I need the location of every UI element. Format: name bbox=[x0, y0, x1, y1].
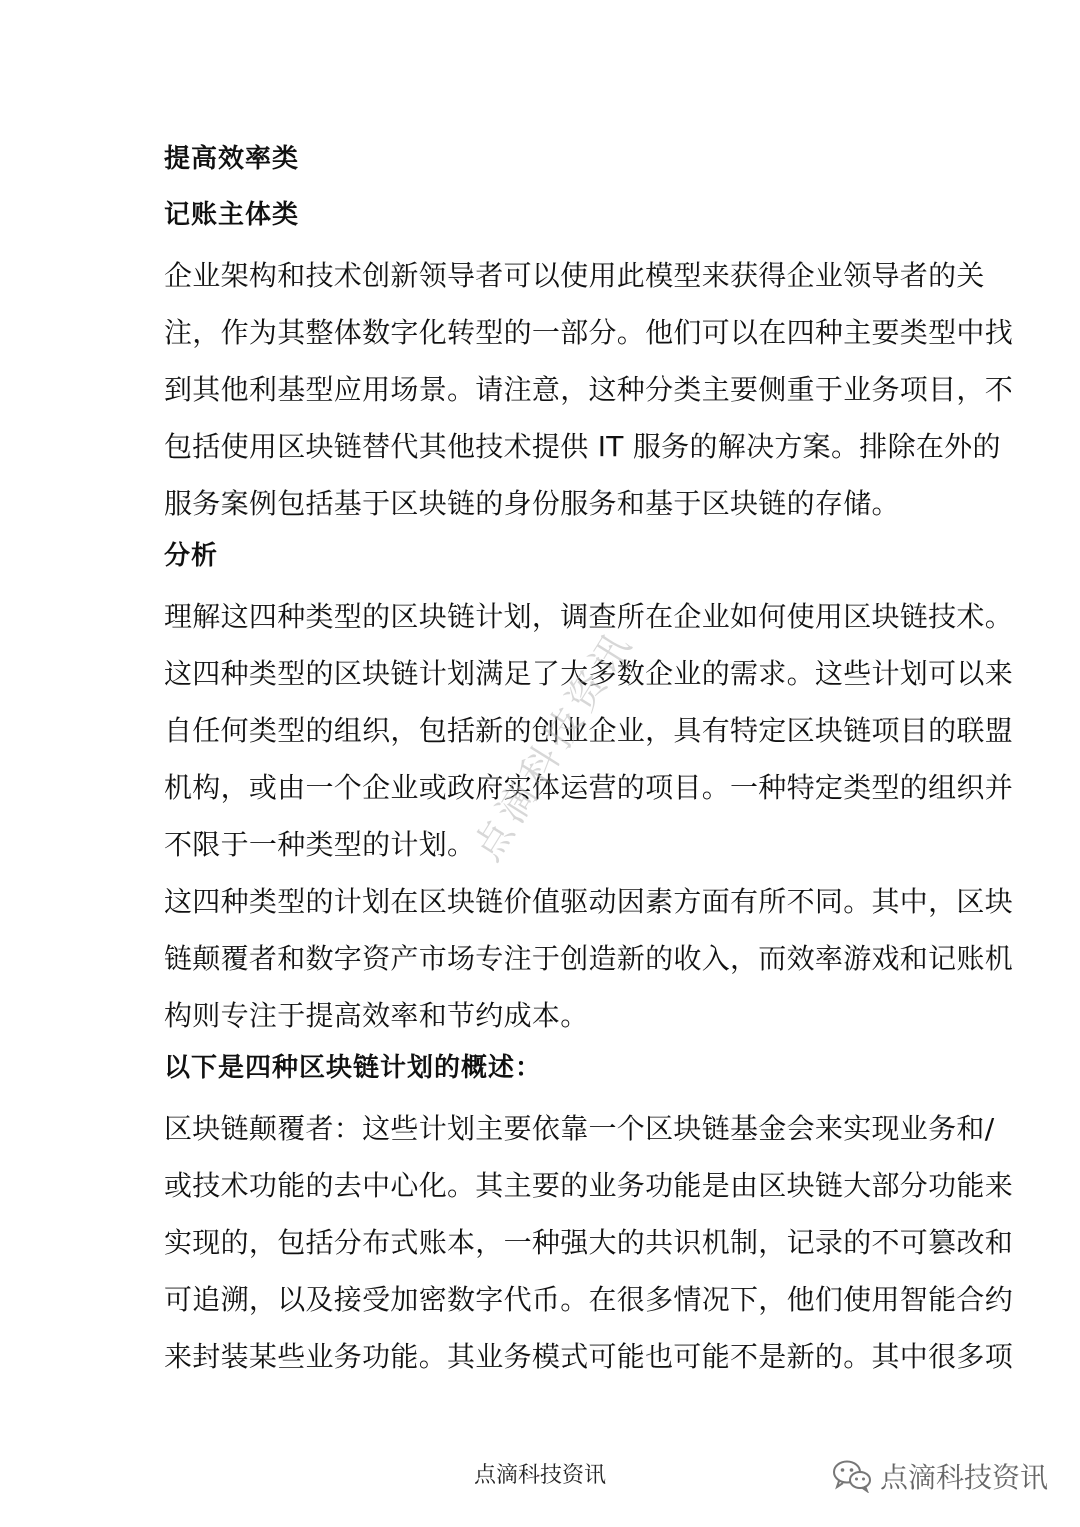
text-line: 链颠覆者和数字资产市场专注于创造新的收入，而效率游戏和记账机 bbox=[164, 942, 1014, 975]
text-line: 区块链颠覆者：这些计划主要依靠一个区块链基金会来实现业务和/ bbox=[164, 1112, 995, 1145]
footer-title: 点滴科技资讯 bbox=[473, 1463, 606, 1488]
text-line: 或技术功能的去中心化。其主要的业务功能是由区块链大部分功能来 bbox=[164, 1169, 1014, 1202]
text-line: 来封装某些业务功能。其业务模式可能也可能不是新的。其中很多项 bbox=[164, 1340, 1014, 1373]
text-line: 服务案例包括基于区块链的身份服务和基于区块链的存储。 bbox=[164, 487, 900, 520]
heading-bookkeeping: 记账主体类 bbox=[164, 200, 300, 230]
text-line: 实现的，包括分布式账本，一种强大的共识机制，记录的不可篡改和 bbox=[164, 1226, 1014, 1259]
watermark-text: 点滴科技资讯 bbox=[464, 621, 643, 869]
brand-name: 点滴科技资讯 bbox=[879, 1461, 1048, 1494]
text-line: 不限于一种类型的计划。 bbox=[164, 828, 476, 861]
text-line: 包括使用区块链替代其他技术提供 IT 服务的解决方案。排除在外的 bbox=[164, 430, 1001, 463]
paragraph-intro bbox=[164, 247, 1014, 532]
text-line: 这四种类型的区块链计划满足了大多数企业的需求。这些计划可以来 bbox=[164, 657, 1014, 690]
text-line: 这四种类型的计划在区块链价值驱动因素方面有所不同。其中，区块 bbox=[164, 885, 1014, 918]
paragraph-value-drivers bbox=[164, 873, 1014, 1044]
heading-overview: 以下是四种区块链计划的概述： bbox=[164, 1053, 543, 1083]
text-line: 到其他利基型应用场景。请注意，这种分类主要侧重于业务项目，不 bbox=[164, 373, 1014, 406]
text-line: 可追溯，以及接受加密数字代币。在很多情况下，他们使用智能合约 bbox=[164, 1283, 1014, 1316]
paragraph-disruptors bbox=[164, 1100, 1014, 1385]
text-line: 自任何类型的组织，包括新的创业企业，具有特定区块链项目的联盟 bbox=[164, 714, 1014, 747]
text-line: 机构，或由一个企业或政府实体运营的项目。一种特定类型的组织并 bbox=[164, 771, 1014, 804]
text-line: 注，作为其整体数字化转型的一部分。他们可以在四种主要类型中找 bbox=[164, 316, 1014, 349]
text-line: 构则专注于提高效率和节约成本。 bbox=[164, 999, 589, 1032]
text-line: 企业架构和技术创新领导者可以使用此模型来获得企业领导者的关 bbox=[164, 259, 985, 292]
wechat-brand bbox=[832, 1456, 1048, 1496]
wechat-icon bbox=[832, 1459, 872, 1493]
heading-efficiency: 提高效率类 bbox=[164, 144, 300, 174]
text-line: 理解这四种类型的区块链计划，调查所在企业如何使用区块链技术。 bbox=[164, 600, 1014, 633]
heading-analysis: 分析 bbox=[164, 541, 219, 571]
